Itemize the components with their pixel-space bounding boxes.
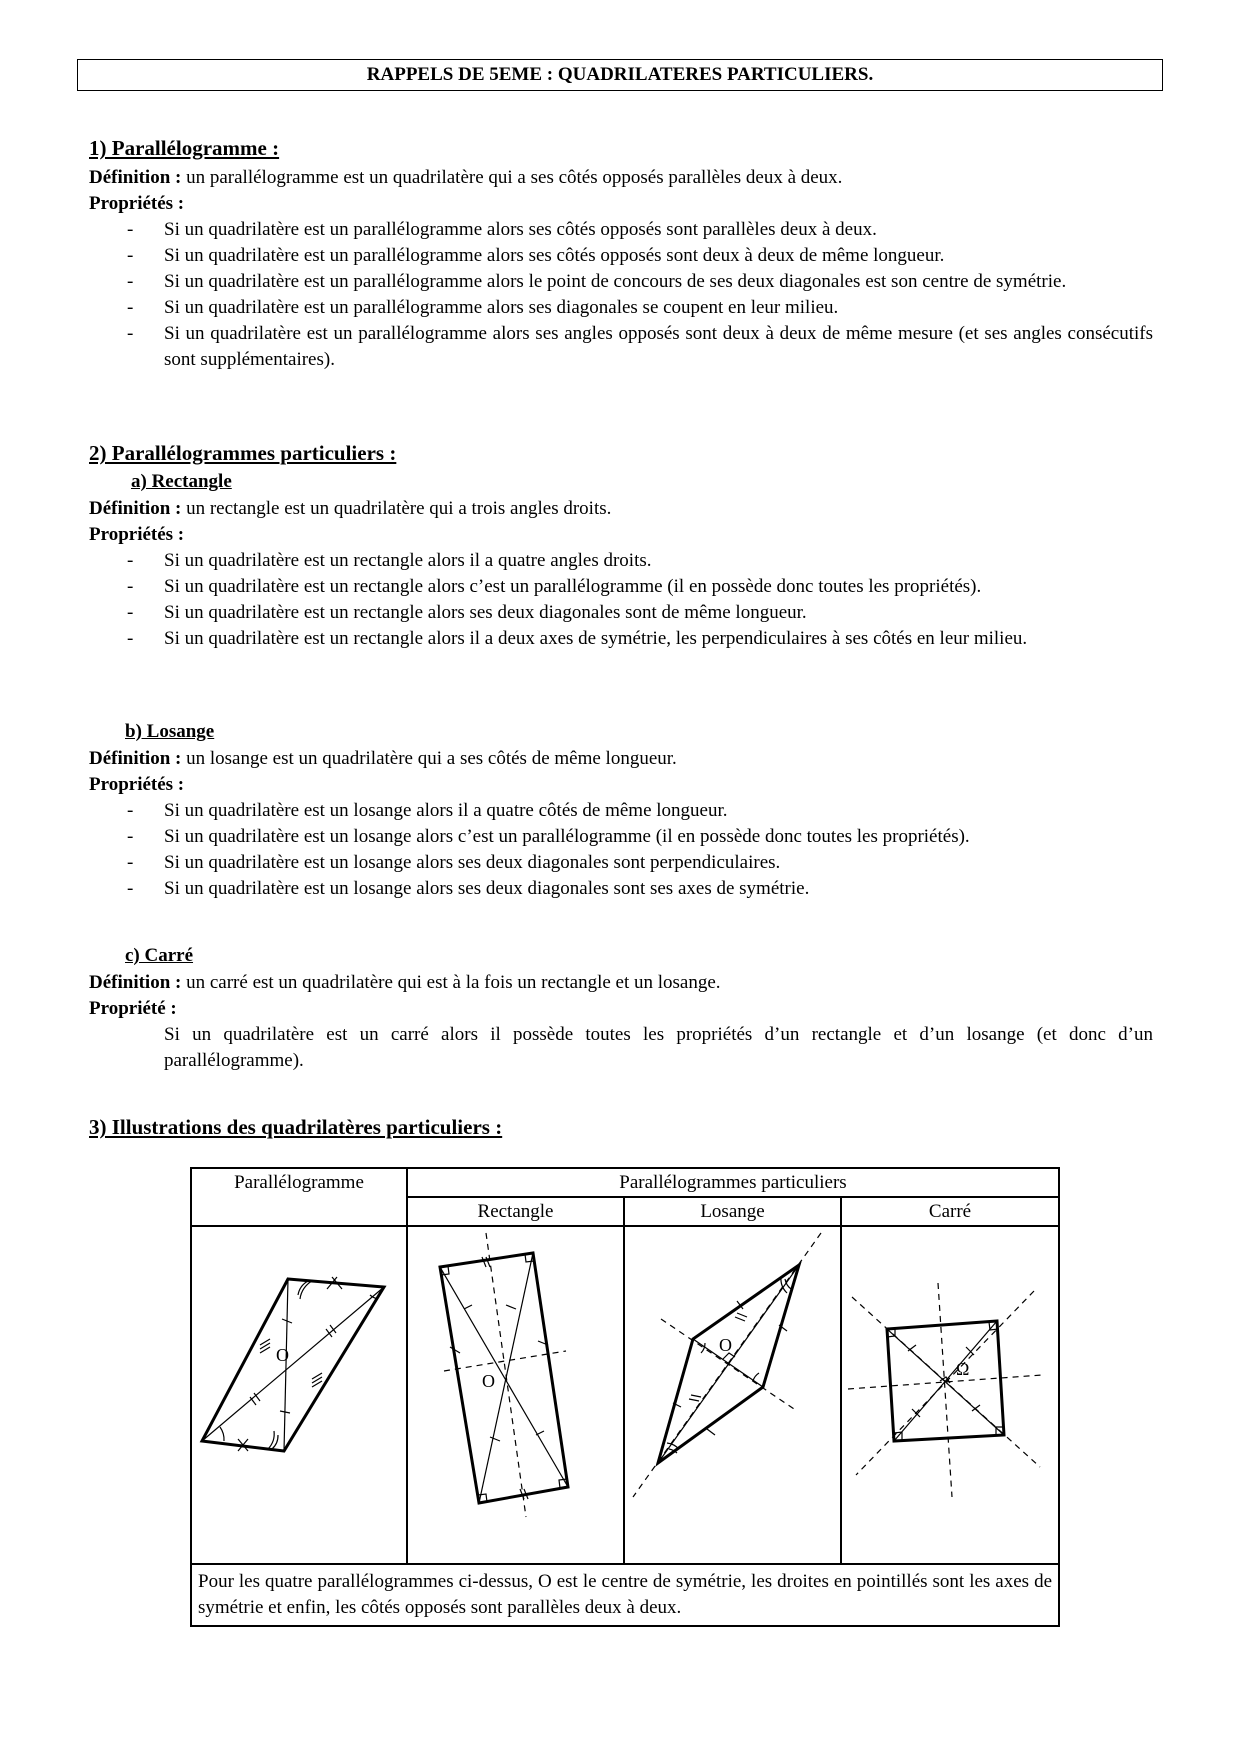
property-item: - Si un quadrilatère est un rectangle alors ses deux diagonales sont de même longueur. [89,600,1153,626]
property-item: - Si un quadrilatère est un rectangle alors c’est un parallélogramme (il en possède donc toutes les propriétés). [89,574,1153,600]
definition-label: Définition : [89,167,182,188]
symmetry-axis [633,1233,821,1497]
definition-text: un rectangle est un quadrilatère qui a trois angles droits. [181,498,612,519]
header-particuliers: Parallélogrammes particuliers [407,1168,1059,1197]
rectangle-figure [408,1227,623,1557]
section-particuliers [89,440,1153,652]
definition [89,746,1153,772]
tick-mark [908,1345,916,1351]
section-1-heading: 1) Parallélogramme : [89,136,280,160]
center-label: O [276,1345,289,1365]
definition [89,165,1153,191]
section-parallelogramme [89,135,1153,373]
diagonal [202,1287,384,1441]
angle-mark [753,1373,759,1381]
losange-figure [625,1227,840,1557]
carre-figure-cell [841,1226,1059,1564]
properties-label: Propriétés : [89,524,185,545]
carre-figure [842,1227,1058,1557]
angle-mark [781,1277,791,1293]
properties-list [89,798,1153,902]
carre-heading: c) Carré [125,945,194,966]
tick-mark [689,1399,699,1401]
properties-list [89,548,1153,652]
header-rectangle: Rectangle [407,1197,624,1226]
center-label: Ω [956,1359,970,1379]
property-item: - Si un quadrilatère est un losange alors il a quatre côtés de même longueur. [89,798,1153,824]
diagonal [284,1279,288,1451]
definition-text: un carré est un quadrilatère qui est à la fois un rectangle et un losange. [181,972,721,993]
definition-text: un parallélogramme est un quadrilatère qui a ses côtés opposés parallèles deux à deux. [181,167,843,188]
symmetry-axis [661,1319,797,1411]
page-title: RAPPELS DE 5EME : QUADRILATERES PARTICULIERS. [77,59,1163,91]
tick-mark [506,1305,516,1309]
properties-list [89,217,1153,373]
header-losange: Losange [624,1197,841,1226]
header-carre: Carré [841,1197,1059,1226]
property-item: - Si un quadrilatère est un losange alors ses deux diagonales sont ses axes de symétrie. [89,876,1153,902]
property-item: - Si un quadrilatère est un parallélogramme alors ses diagonales se coupent en leur milieu. [89,295,1153,321]
definition-label: Définition : [89,748,182,769]
section-illustrations [89,1114,1153,1140]
tick-mark [691,1395,701,1397]
center-label: O [719,1335,732,1355]
angle-mark [298,1281,312,1299]
definition [89,496,1153,522]
tick-mark [735,1317,745,1321]
table-note: Pour les quatre parallélogrammes ci-dessus, O est le centre de symétrie, les droites en pointillés sont les axes de symétrie et enfin, les côtés opposés sont parallèles deux à deux. [191,1564,1059,1626]
illustrations-table [190,1167,1060,1627]
property-label: Propriété : [89,998,177,1019]
section-2-heading: 2) Parallélogrammes particuliers : [89,441,397,465]
angle-mark [220,1427,224,1441]
losange-figure-cell [624,1226,841,1564]
losange-heading: b) Losange [125,721,215,742]
definition [89,970,1153,996]
property-item: - Si un quadrilatère est un parallélogramme alors ses côtés opposés sont parallèles deux à deux. [89,217,1153,243]
properties-label: Propriétés : [89,193,185,214]
property-item: - Si un quadrilatère est un losange alors ses deux diagonales sont perpendiculaires. [89,850,1153,876]
property-text: Si un quadrilatère est un carré alors il possède toutes les propriétés d’un rectangle et d’un losange (et donc d’un parallélogramme). [164,1024,1153,1071]
subsection-carre [89,944,1153,1074]
center-label: O [482,1371,495,1391]
rectangle-heading: a) Rectangle [131,471,232,492]
property-item: - Si un quadrilatère est un parallélogramme alors ses côtés opposés sont deux à deux de même longueur. [89,243,1153,269]
symmetry-axis [938,1283,952,1497]
property-item: - Si un quadrilatère est un parallélogramme alors le point de concours de ses deux diagonales est son centre de symétrie. [89,269,1153,295]
definition-label: Définition : [89,498,182,519]
parallelogramme-shape [202,1279,384,1451]
tick-mark [490,1437,500,1441]
subsection-losange [89,720,1153,902]
properties-label: Propriétés : [89,774,185,795]
property-item: - Si un quadrilatère est un losange alors c’est un parallélogramme (il en possède donc toutes les propriétés). [89,824,1153,850]
tick-mark [464,1305,472,1309]
property-item: - Si un quadrilatère est un parallélogramme alors ses angles opposés sont deux à deux de même mesure (et ses angles consécutifs sont supplémentaires). [89,321,1153,373]
tick-mark [737,1313,747,1317]
angle-mark [268,1431,278,1449]
rectangle-figure-cell [407,1226,624,1564]
header-parallelogramme: Parallélogramme [191,1168,407,1226]
property-item: - Si un quadrilatère est un rectangle alors il a quatre angles droits. [89,548,1153,574]
parallelogramme-figure-cell [191,1226,407,1564]
tick-mark [966,1347,974,1355]
section-3-heading: 3) Illustrations des quadrilatères particuliers : [89,1115,503,1139]
definition-text: un losange est un quadrilatère qui a ses côtés de même longueur. [181,748,677,769]
parallelogramme-figure [192,1227,406,1557]
tick-mark [707,1429,715,1435]
definition-label: Définition : [89,972,182,993]
property-item: - Si un quadrilatère est un rectangle alors il a deux axes de symétrie, les perpendiculaires à ses côtés en leur milieu. [89,626,1153,652]
